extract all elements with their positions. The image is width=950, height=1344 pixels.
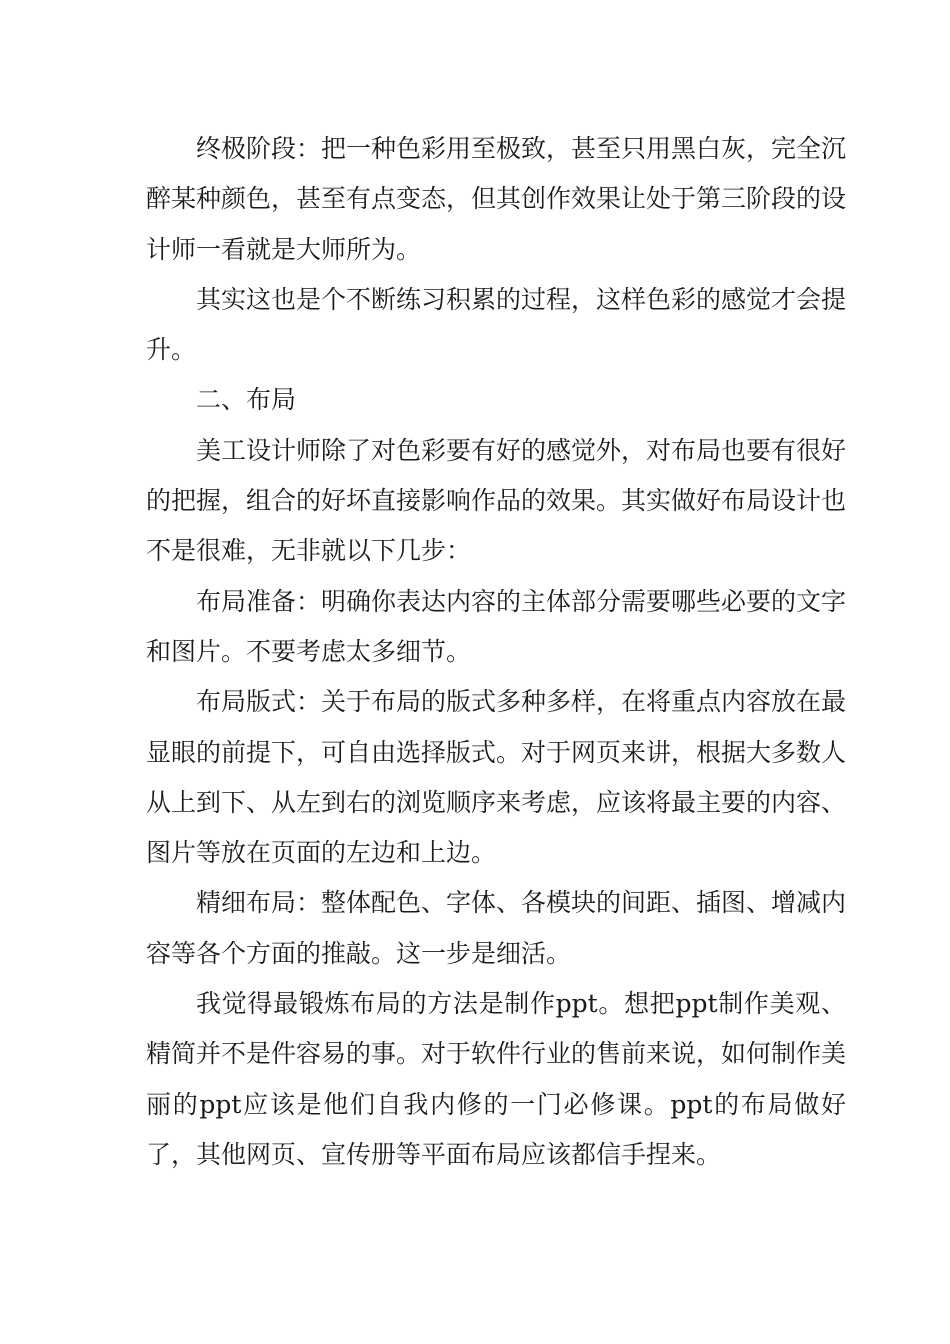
- paragraph-layout-intro: 美工设计师除了对色彩要有好的感觉外，对布局也要有很好的把握，组合的好坏直接影响作品的效果。其实做好布局设计也不是很难，无非就以下几步：: [146, 435, 847, 566]
- paragraph-ppt-practice: 我觉得最锻炼布局的方法是制作ppt。想把ppt制作美观、精简并不是件容易的事。对于软件行业的售前来说，如何制作美丽的ppt应该是他们自我内修的一门必修课。ppt的布局做好了，其他网页、宣传册等平面布局应该都信手捏来。: [146, 989, 847, 1169]
- paragraph-fine-layout: 精细布局：整体配色、字体、各模块的间距、插图、增减内容等各个方面的推敲。这一步是细活。: [146, 888, 847, 968]
- paragraph-layout-format: 布局版式：关于布局的版式多种多样，在将重点内容放在最显眼的前提下，可自由选择版式。对于网页来讲，根据大多数人从上到下、从左到右的浏览顺序来考虑，应该将最主要的内容、图片等放在页面的左边和上边。: [146, 687, 847, 868]
- section-heading-layout: 二、布局: [196, 385, 297, 415]
- paragraph-layout-preparation: 布局准备：明确你表达内容的主体部分需要哪些必要的文字和图片。不要考虑太多细节。: [146, 586, 847, 666]
- paragraph-practice-process: 其实这也是个不断练习积累的过程，这样色彩的感觉才会提升。: [146, 284, 847, 365]
- paragraph-ultimate-stage: 终极阶段：把一种色彩用至极致，甚至只用黑白灰，完全沉醉某种颜色，甚至有点变态，但其创作效果让处于第三阶段的设计师一看就是大师所为。: [146, 134, 847, 264]
- document-body: [146, 124, 846, 1180]
